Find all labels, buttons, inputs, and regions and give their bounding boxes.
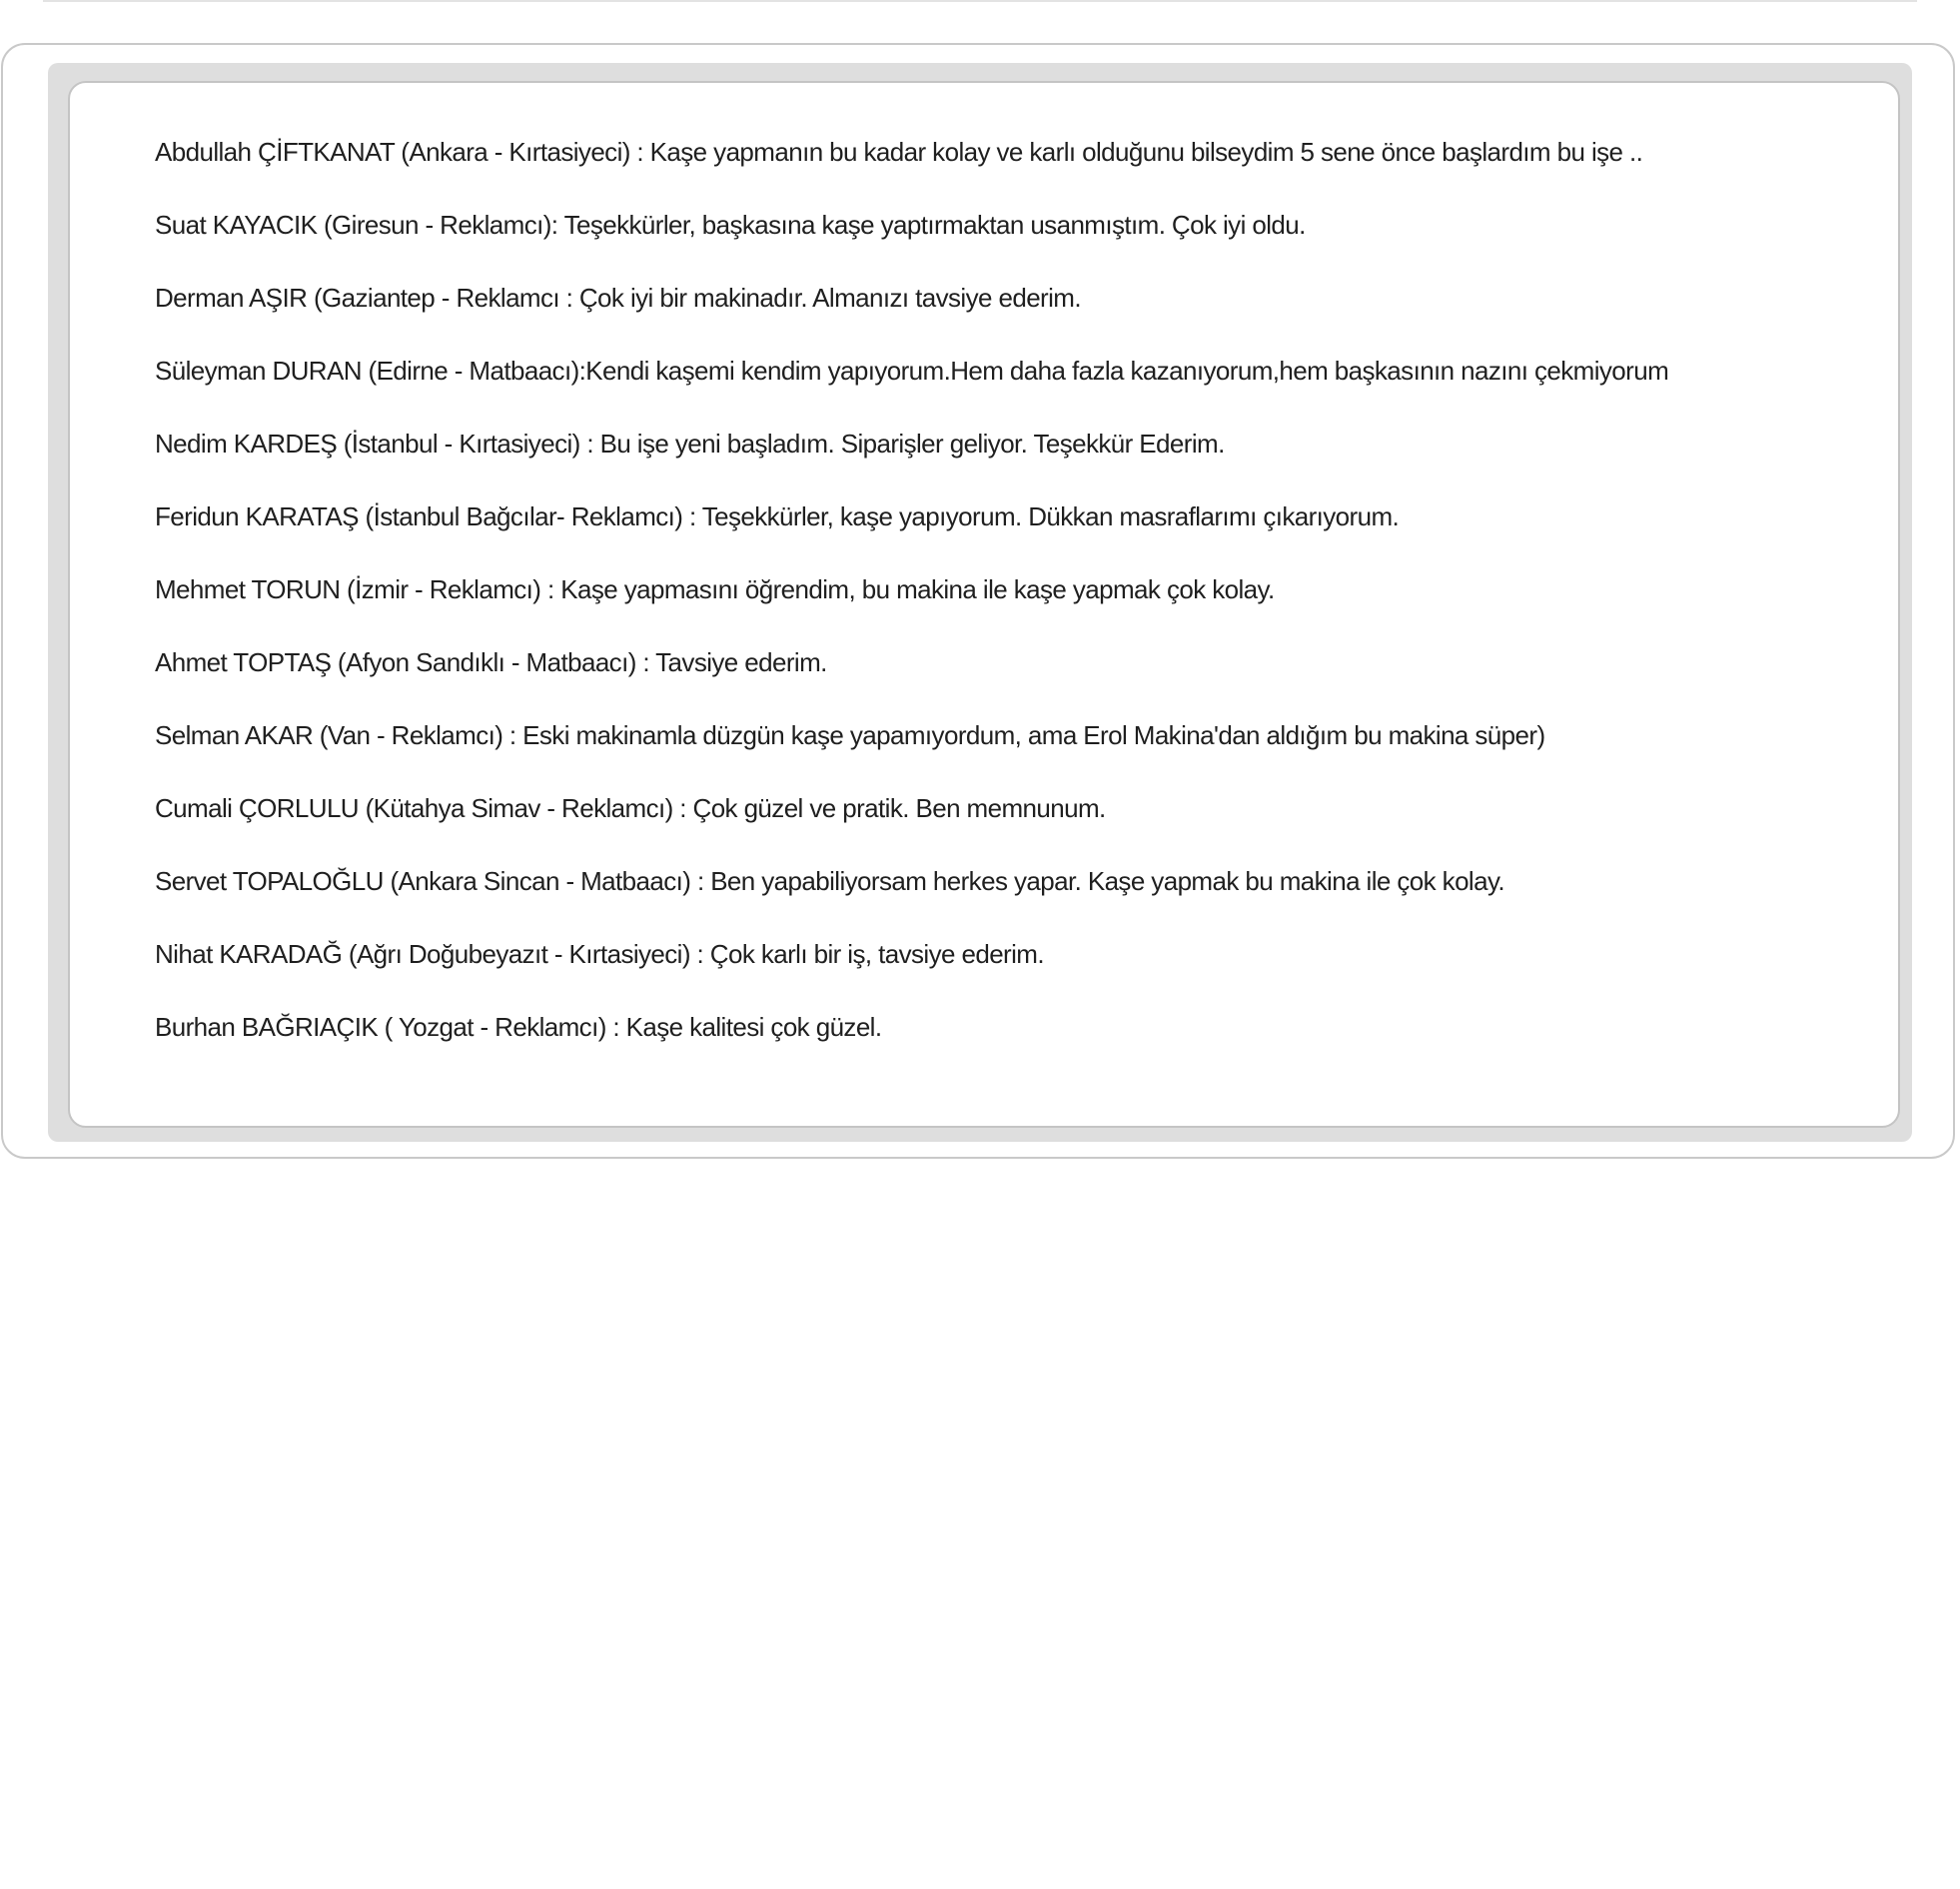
- testimonial-item: Cumali ÇORLULU (Kütahya Simav - Reklamcı) : Çok güzel ve pratik. Ben memnunum.: [155, 793, 1106, 823]
- testimonial-item: Suat KAYACIK (Giresun - Reklamcı): Teşekkürler, başkasına kaşe yaptırmaktan usanmıştım. Çok iyi oldu.: [155, 210, 1306, 240]
- testimonial-item: Nedim KARDEŞ (İstanbul - Kırtasiyeci) : Bu işe yeni başladım. Siparişler geliyor. Teşekkür Ederim.: [155, 429, 1225, 459]
- testimonial-item: Ahmet TOPTAŞ (Afyon Sandıklı - Matbaacı) : Tavsiye ederim.: [155, 647, 827, 677]
- testimonials-list: [155, 128, 1893, 1076]
- testimonial-item: Selman AKAR (Van - Reklamcı) : Eski makinamla düzgün kaşe yapamıyordum, ama Erol Makina'dan aldığım bu makina süper): [155, 720, 1545, 750]
- testimonial-item: Abdullah ÇİFTKANAT (Ankara - Kırtasiyeci) : Kaşe yapmanın bu kadar kolay ve karlı olduğunu bilseydim 5 sene önce başlardım bu işe ..: [155, 137, 1643, 167]
- testimonial-item: Burhan BAĞRIAÇIK ( Yozgat - Reklamcı) : Kaşe kalitesi çok güzel.: [155, 1012, 882, 1042]
- testimonial-item: Feridun KARATAŞ (İstanbul Bağcılar- Reklamcı) : Teşekkürler, kaşe yapıyorum. Dükkan masraflarımı çıkarıyorum.: [155, 501, 1400, 531]
- testimonial-item: Servet TOPALOĞLU (Ankara Sincan - Matbaacı) : Ben yapabiliyorsam herkes yapar. Kaşe yapmak bu makina ile çok kolay.: [155, 866, 1505, 896]
- testimonial-item: Süleyman DURAN (Edirne - Matbaacı):Kendi kaşemi kendim yapıyorum.Hem daha fazla kazanıyorum,hem başkasının nazını çekmiyorum: [155, 356, 1669, 386]
- testimonial-item: Mehmet TORUN (İzmir - Reklamcı) : Kaşe yapmasını öğrendim, bu makina ile kaşe yapmak çok kolay.: [155, 574, 1275, 604]
- testimonial-item: Nihat KARADAĞ (Ağrı Doğubeyazıt - Kırtasiyeci) : Çok karlı bir iş, tavsiye ederim.: [155, 939, 1044, 969]
- testimonial-item: Derman AŞIR (Gaziantep - Reklamcı : Çok iyi bir makinadır. Almanızı tavsiye ederim.: [155, 283, 1081, 313]
- top-divider: [43, 0, 1917, 2]
